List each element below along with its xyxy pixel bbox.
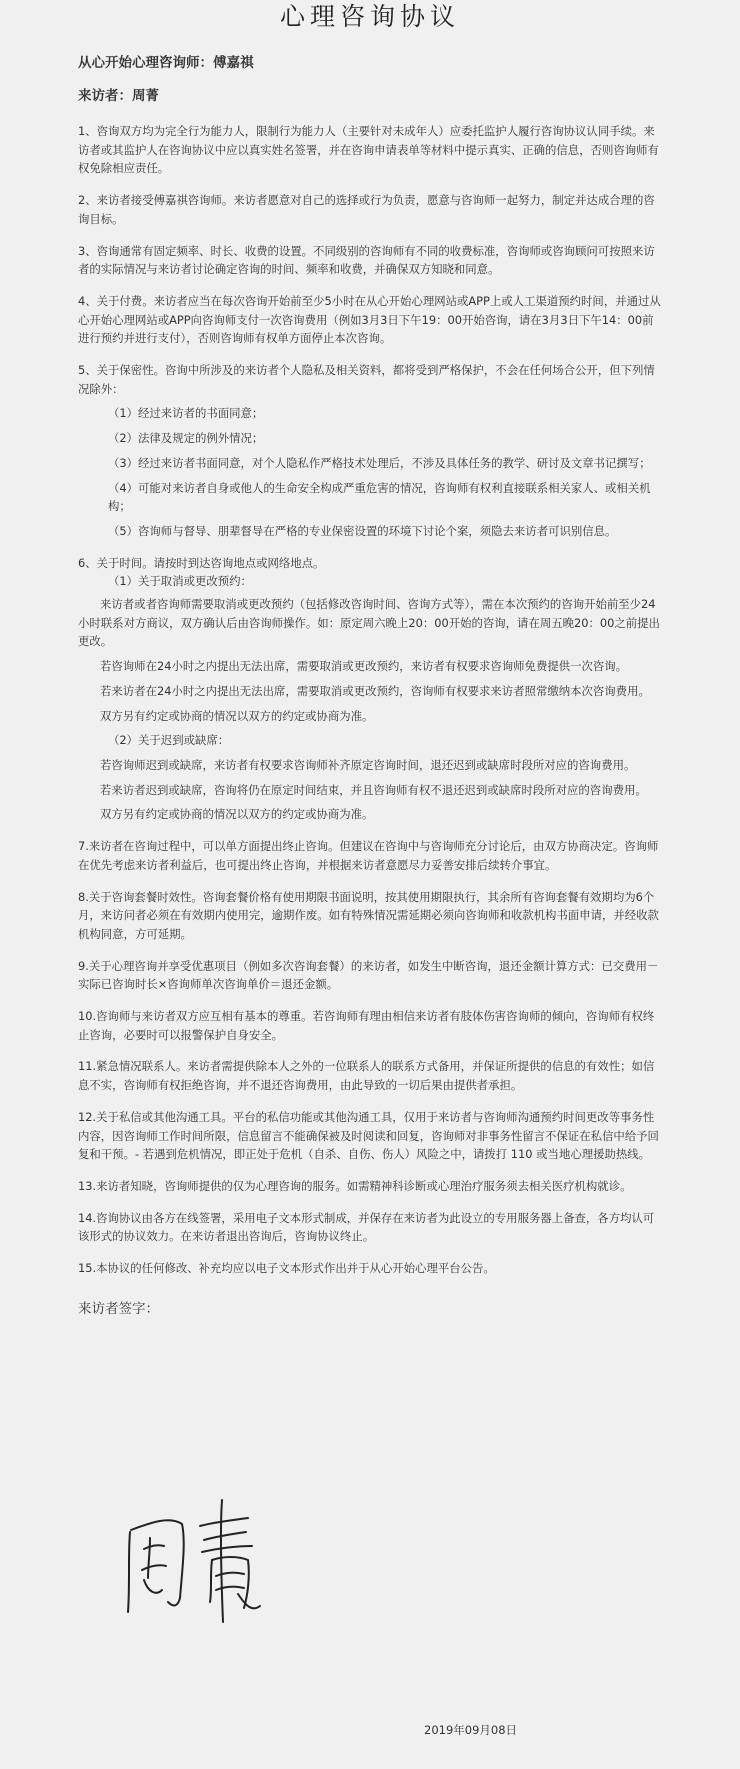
handwritten-signature (120, 1494, 280, 1626)
privacy-exception-item: （2）法律及规定的例外情况； (108, 431, 264, 446)
clause-5: 5、关于保密性。咨询中所涉及的来访者个人隐私及相关资料，都将受到严格保护，不会在任何场合公开，但下列情况除外： (78, 363, 655, 396)
clause-11: 11.紧急情况联系人。来访者需提供除本人之外的一位联系人的联系方式备用，并保证所提供的信息的有效性；如信息不实，咨询师有权拒绝咨询，并不退还咨询费用，由此导致的一切后果由提供者承担。 (78, 1059, 655, 1093)
clause-9: 9.关于心理咨询并享受优惠项目（例如多次咨询套餐）的来访者，如发生中断咨询，退还金额计算方式：已交费用－实际已咨询时长×咨询师单次咨询单价＝退还金额。 (78, 958, 659, 992)
counselor-line: 从心开始心理咨询师：傅嘉祺 (78, 55, 254, 71)
privacy-exceptions-list (78, 404, 662, 540)
clause-15: 15.本协议的任何修改、补充均应以电子文本形式作出并于从心开始心理平台公告。 (78, 1261, 495, 1276)
visitor-line: 来访者：周菁 (78, 88, 159, 104)
clause-7: 7.来访者在咨询过程中，可以单方面提出终止咨询。但建议在咨询中与咨询师充分讨论后，由双方协商决定。咨询师在优先考虑来访者利益后，也可提出终止咨询，并根据来访者意愿尽力妥善安排后续转介事宜。 (78, 839, 659, 872)
clause-1: 1、咨询双方均为完全行为能力人，限制行为能力人（主要针对未成年人）应委托监护人履行咨询协议认同手续。来访者或其监护人在咨询协议中应以真实姓名签署，并在咨询申请表单等材料中提示真实、正确的信息，否则咨询师有权免除相应责任。 (78, 124, 659, 176)
late-absence-title: （2）关于迟到或缺席： (108, 733, 230, 748)
cancel-other-agreement: 双方另有约定或协商的情况以双方的约定或协商为准。 (100, 708, 374, 723)
privacy-exception-item: （4）可能对来访者自身或他人的生命安全构成严重危害的情况，咨询师有权利直接联系相关家人、或相关机构； (108, 480, 651, 514)
cancel-reschedule-title: （1）关于取消或更改预约： (108, 574, 252, 589)
clause-13: 13.来访者知晓，咨询师提供的仅为心理咨询的服务。如需精神科诊断或心理治疗服务须去相关医疗机构就诊。 (78, 1178, 632, 1193)
clause-2: 2、来访者接受傅嘉祺咨询师。来访者愿意对自己的选择或行为负责，愿意与咨询师一起努力，制定并达成合理的咨询目标。 (78, 193, 655, 226)
clause-3: 3、咨询通常有固定频率、时长、收费的设置。不同级别的咨询师有不同的收费标准，咨询师或咨询顾问可按照来访者的实际情况与来访者讨论确定咨询的时间、频率和收费，并确保双方知晓和同意。 (78, 243, 655, 277)
cancel-visitor-rule: 若来访者在24小时之内提出无法出席，需要取消或更改预约，咨询师有权要求来访者照常缴纳本次咨询费用。 (100, 683, 650, 698)
privacy-exception-item: （3）经过来访者书面同意，对个人隐私作严格技术处理后，不涉及具体任务的教学、研讨及文章书记撰写； (108, 455, 651, 470)
late-visitor-rule: 若来访者迟到或缺席，咨询将仍在原定时间结束，并且咨询师有权不退还迟到或缺席时段所对应的咨询费用。 (100, 782, 647, 797)
clause-14: 14.咨询协议由各方在线签署，采用电子文本形式制成，并保存在来访者为此设立的专用服务器上备查，各方均认可该形式的协议效力。在来访者退出咨询后，咨询协议终止。 (78, 1210, 655, 1244)
privacy-exception-item: （5）咨询师与督导、朋辈督导在严格的专业保密设置的环境下讨论个案，须隐去来访者可识别信息。 (108, 523, 617, 538)
late-other-agreement: 双方另有约定或协商的情况以双方的约定或协商为准。 (100, 807, 374, 822)
signature-label: 来访者签字： (78, 1300, 159, 1317)
clause-6: 6、关于时间。请按时到达咨询地点或网络地点。 (78, 555, 325, 570)
cancel-reschedule-body: 来访者或者咨询师需要取消或更改预约（包括修改咨询时间、咨询方式等），需在本次预约的咨询开始前至少24小时联系对方商议，双方确认后由咨询师操作。如：原定周六晚上20：00开始的咨询，请在周五晚20：00之前提出更改。 (78, 597, 660, 649)
signature-date: 2019年09月08日 (424, 1723, 518, 1737)
cancel-counselor-rule: 若咨询师在24小时之内提出无法出席，需要取消或更改预约，来访者有权要求咨询师免费提供一次咨询。 (100, 659, 628, 674)
clause-12: 12.关于私信或其他沟通工具。平台的私信功能或其他沟通工具，仅用于来访者与咨询师沟通预约时间更改等事务性内容，因咨询师工作时间所限，信息留言不能确保被及时阅读和回复，咨询师对非事务性留言不保证在私信中给予回复和干预。- 若遇到危机情况，即正处于危机（自杀、自伤、伤人）风险之中，请拨打 110 或当地心理援助热线。 (78, 1109, 659, 1162)
late-counselor-rule: 若咨询师迟到或缺席，来访者有权要求咨询师补齐原定咨询时间，退还迟到或缺席时段所对应的咨询费用。 (100, 757, 636, 772)
privacy-exception-item: （1）经过来访者的书面同意； (108, 406, 264, 421)
clause-8: 8.关于咨询套餐时效性。咨询套餐价格有使用期限书面说明，按其使用期限执行，其余所有咨询套餐有效期均为6个月，来访问者必须在有效期内使用完，逾期作废。如有特殊情况需延期必须向咨询师和收款机构书面申请，并经收款机构同意，方可延期。 (78, 889, 659, 941)
clause-10: 10.咨询师与来访者双方应互相有基本的尊重。若咨询师有理由相信来访者有肢体伤害咨询师的倾向，咨询师有权终止咨询，必要时可以报警保护自身安全。 (78, 1009, 655, 1042)
clause-4: 4、关于付费。来访者应当在每次咨询开始前至少5小时在从心开始心理网站或APP上或人工渠道预约时间，并通过从心开始心理网站或APP向咨询师支付一次咨询费用（例如3月3日下午19：00开始咨询，请在3月3日下午14：00前进行预约并进行支付），否则咨询师有权单方面停止本次咨询。 (78, 293, 661, 346)
page-title: 心理咨询协议 (279, 2, 460, 31)
